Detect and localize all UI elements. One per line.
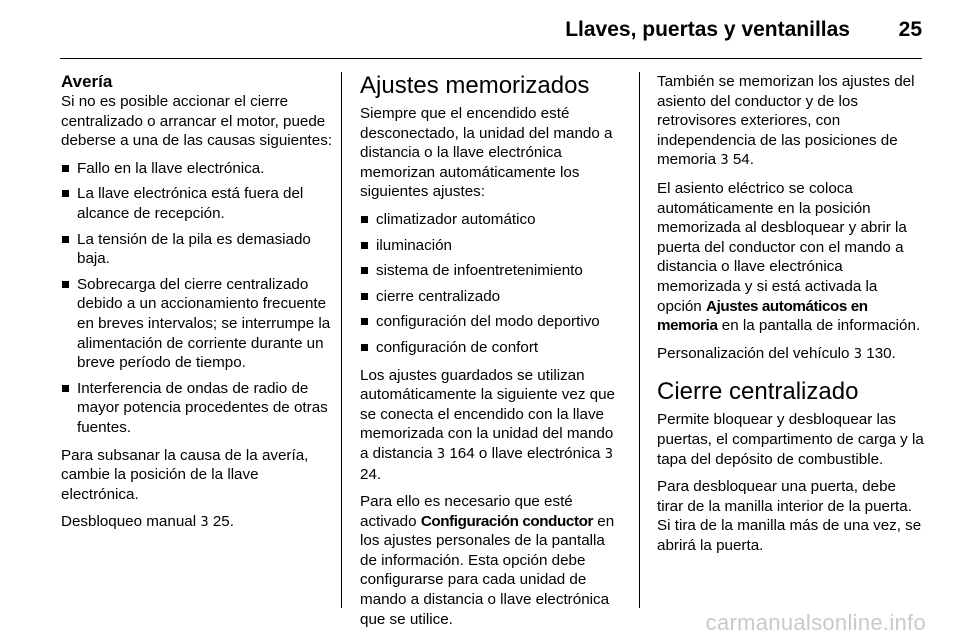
bullet-square-icon (62, 236, 69, 243)
column-3 (657, 72, 925, 563)
page-reference-icon: 3 (436, 446, 446, 462)
cierre-intro: Permite bloquear y desbloquear las puertas, el compartimento de carga y la tapa del depósito de combustible. (657, 411, 924, 468)
page-link[interactable]: 54. (732, 151, 754, 169)
page-reference-icon: 3 (604, 446, 614, 462)
bullet-square-icon (361, 344, 368, 351)
page-reference-icon: 3 (720, 153, 729, 169)
column-divider-1 (341, 72, 342, 608)
page-link[interactable]: 164 o llave electrónica (449, 444, 601, 462)
watermark: carmanualsonline.info (705, 610, 926, 635)
page-number: 25 (898, 18, 922, 41)
list-item: La tensión de la pila es demasiado baja. (61, 230, 333, 269)
bullet-square-icon (62, 165, 69, 172)
ajustes-usage: Los ajustes guardados se utilizan automáticamente la siguiente vez que se conecta el encendido con la llave memorizada con la unidad del mando a distancia 3 164 o llave electrónica 3 24. (360, 366, 615, 483)
page-link[interactable]: 25. (212, 513, 234, 531)
header-divider (60, 58, 922, 59)
section-heading-averia: Avería (61, 72, 113, 91)
list-item: sistema de infoentretenimiento (360, 261, 624, 281)
page-link[interactable]: 130. (866, 344, 896, 362)
personalization-ref: Personalización del vehículo 3 130. (657, 344, 896, 362)
list-item: iluminación (360, 236, 624, 256)
setting-name: Configuración conductor (420, 512, 594, 530)
list-item: Fallo en la llave electrónica. (61, 159, 333, 179)
bullet-square-icon (361, 293, 368, 300)
section-heading-ajustes: Ajustes memorizados (360, 72, 590, 99)
bullet-square-icon (62, 385, 69, 392)
list-item: Sobrecarga del cierre centralizado debido a un accionamiento frecuente en breves intervalos; se interrumpe la alimentación de corriente durante un breve período de tiempo. (61, 275, 333, 373)
list-item: La llave electrónica está fuera del alcance de recepción. (61, 184, 333, 223)
page-title: Llaves, puertas y ventanillas (565, 18, 850, 41)
cierre-unlock: Para desbloquear una puerta, debe tirar de la manilla interior de la puerta. Si tira de la manilla más de una vez, se abrirá la puerta. (657, 478, 922, 554)
list-item: climatizador automático (360, 210, 624, 230)
ajustes-intro: Siempre que el encendido esté desconectado, la unidad del mando a distancia o la llave electrónica memorizan automáticamente los siguientes ajustes: (360, 105, 613, 201)
page-header (0, 0, 960, 56)
column-1 (61, 72, 333, 541)
list-item: configuración del modo deportivo (360, 312, 624, 332)
page-link[interactable]: 24. (360, 465, 382, 483)
averia-remedy: Para subsanar la causa de la avería, cambie la posición de la llave electrónica. (61, 446, 309, 503)
bullet-square-icon (361, 242, 368, 249)
memorized-settings-list (360, 210, 624, 358)
list-item: Interferencia de ondas de radio de mayor potencia procedentes de otras fuentes. (61, 379, 333, 438)
averia-causes-list (61, 159, 333, 438)
bullet-square-icon (361, 216, 368, 223)
list-item: configuración de confort (360, 338, 624, 358)
column-divider-2 (639, 72, 640, 608)
column-2 (360, 72, 624, 637)
electric-seat-text: El asiento eléctrico se coloca automáticamente en la posición memorizada al desbloquear y abrir la puerta del conductor con el mando a distancia o llave electrónica memorizada y si está activada la opción Ajustes automáticos en memoria en la pantalla de información. (657, 179, 921, 335)
memory-seats-text: También se memorizan los ajustes del asiento del conductor y de los retrovisores exteriores, con independencia de las posiciones de memoria 3 54. (657, 73, 915, 169)
bullet-square-icon (361, 318, 368, 325)
page-reference-icon: 3 (200, 515, 209, 531)
ajustes-config: Para ello es necesario que esté activado Configuración conductor en los ajustes personales de la pantalla de información. Esta opción debe configurarse para cada unidad de mando a distancia o llave electrónica que se utilice. (360, 493, 615, 628)
bullet-square-icon (62, 190, 69, 197)
manual-unlock-ref: Desbloqueo manual 3 25. (61, 513, 234, 531)
page-reference-icon: 3 (853, 346, 863, 362)
averia-intro: Si no es posible accionar el cierre centralizado o arrancar el motor, puede deberse a una de las causas siguientes: (61, 93, 333, 150)
bullet-square-icon (361, 267, 368, 274)
list-item: cierre centralizado (360, 287, 624, 307)
section-heading-cierre: Cierre centralizado (657, 378, 859, 406)
bullet-square-icon (62, 281, 69, 288)
setting-name: Ajustes automáticos en memoria (657, 297, 868, 335)
